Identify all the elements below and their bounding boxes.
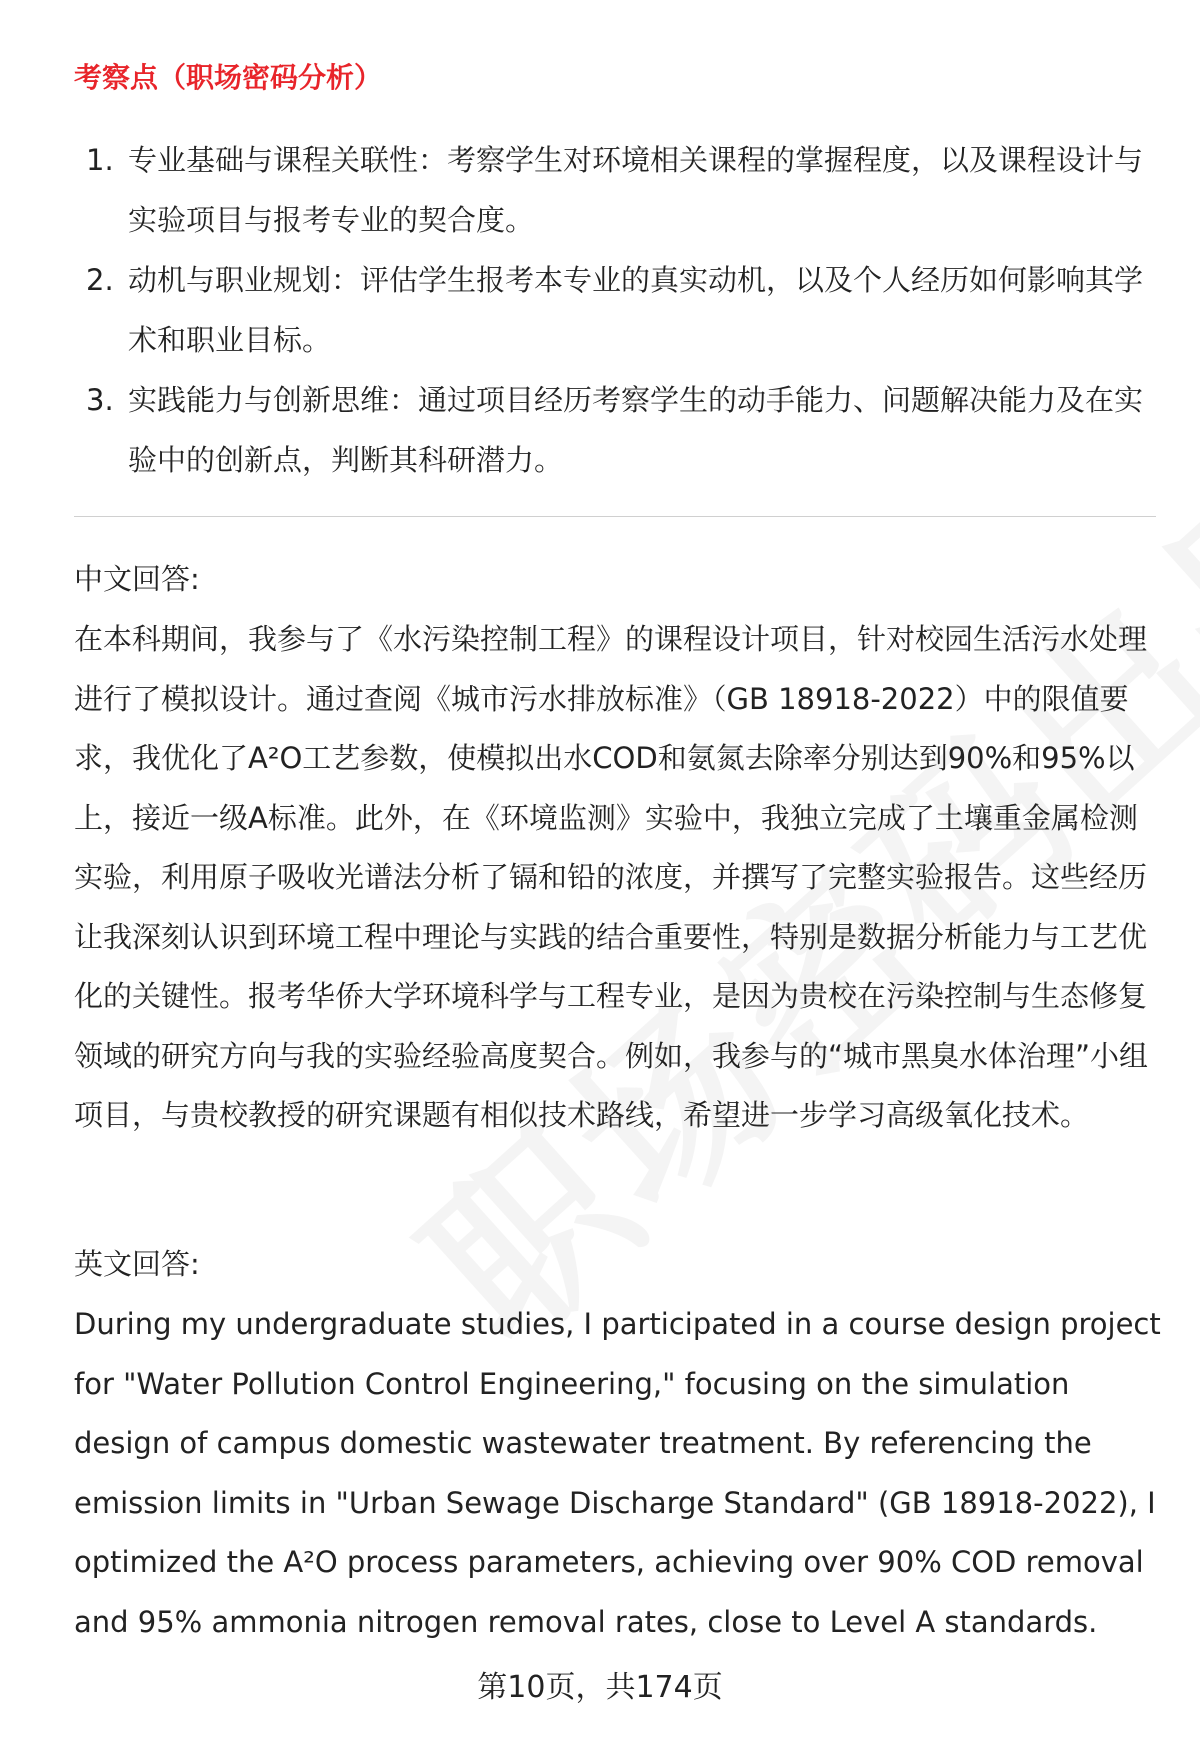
chinese-answer-label: 中文回答: xyxy=(74,562,200,596)
list-item-number: 2. xyxy=(86,263,114,297)
section-divider xyxy=(74,516,1156,517)
list-item-text: 动机与职业规划：评估学生报考本专业的真实动机，以及个人经历如何影响其学术和职业目标。 xyxy=(128,263,1144,357)
english-answer-label: 英文回答: xyxy=(74,1247,200,1281)
section-title: 考察点（职场密码分析） xyxy=(74,61,383,94)
english-answer-text: During my undergraduate studies, I participated in a course design project for "Water Pollution Control Engineering," focusing on the simulation design of campus domestic wastewater treatment. By referencing the emission limits in "Urban Sewage Discharge Standard" (GB 18918-2022), I optimized the A²O process parameters, achieving over 90% COD removal and 95% ammonia nitrogen removal rates, close to Level A standards. xyxy=(74,1307,1161,1639)
list-item-text: 专业基础与课程关联性：考察学生对环境相关课程的掌握程度，以及课程设计与实验项目与报考专业的契合度。 xyxy=(128,143,1144,237)
list-item-number: 3. xyxy=(86,383,114,417)
list-item-number: 1. xyxy=(86,143,114,177)
list-item xyxy=(74,370,1154,490)
list-item xyxy=(74,250,1154,370)
page-number: 第10页，共174页 xyxy=(477,1670,723,1705)
chinese-answer-text: 在本科期间，我参与了《水污染控制工程》的课程设计项目，针对校园生活污水处理进行了模拟设计。通过查阅《城市污水排放标准》（GB 18918-2022）中的限值要求，我优化了A²O工艺参数，使模拟出水COD和氨氮去除率分别达到90%和95%以上，接近一级A标准。此外，在《环境监测》实验中，我独立完成了土壤重金属检测实验，利用原子吸收光谱法分析了镉和铅的浓度，并撰写了完整实验报告。这些经历让我深刻认识到环境工程中理论与实践的结合重要性，特别是数据分析能力与工艺优化的关键性。报考华侨大学环境科学与工程专业，是因为贵校在污染控制与生态修复领域的研究方向与我的实验经验高度契合。例如，我参与的“城市黑臭水体治理”小组项目，与贵校教授的研究课题有相似技术路线，希望进一步学习高级氧化技术。 xyxy=(74,622,1149,1132)
list-item xyxy=(74,130,1154,250)
assessment-points-list xyxy=(74,130,1154,490)
list-item-text: 实践能力与创新思维：通过项目经历考察学生的动手能力、问题解决能力及在实验中的创新点，判断其科研潜力。 xyxy=(128,383,1144,477)
